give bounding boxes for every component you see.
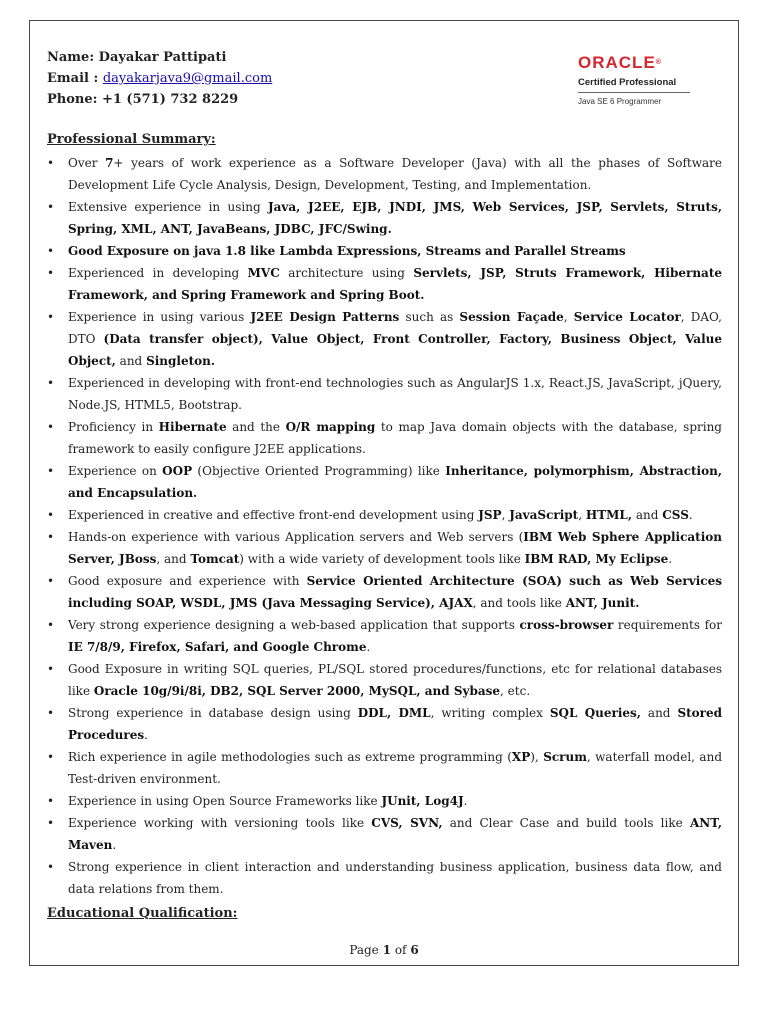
bullet-emphasis-text: ANT, Junit. [565, 596, 640, 610]
bullet-text: . [144, 728, 148, 742]
bullet-emphasis-text: IE 7/8/9, Firefox, Safari, and Google Chrome [68, 640, 367, 654]
email-row [47, 68, 272, 89]
summary-bullet-item [47, 152, 722, 196]
certification-program: Java SE 6 Programmer [578, 97, 662, 106]
bullet-emphasis-text: DDL, DML [357, 706, 431, 720]
bullet-text: Extensive experience in using [68, 200, 268, 214]
summary-bullet-item [47, 812, 722, 856]
bullet-text: , DAO, DTO [68, 310, 722, 346]
bullet-text: such as [399, 310, 460, 324]
page-word: Page [349, 943, 379, 957]
bullet-emphasis-text: XP [511, 750, 531, 764]
bullet-emphasis-text: Tomcat [190, 552, 240, 566]
bullet-emphasis-text: IBM Web Sphere Application Server, JBoss [68, 530, 722, 566]
bullet-text: and Clear Case and build tools like [442, 816, 690, 830]
bullet-emphasis-text: J2EE Design Patterns [250, 310, 400, 324]
bullet-text: , [578, 508, 586, 522]
bullet-text: Rich experience in agile methodologies such as extreme programming ( [68, 750, 512, 764]
bullet-emphasis-text: Good Exposure on java 1.8 like Lambda Expressions, Streams and Parallel Streams [68, 244, 626, 258]
bullet-emphasis-text: ANT, Maven [68, 816, 723, 852]
oracle-certification-logo [578, 54, 690, 107]
bullet-emphasis-text: O/R mapping [285, 420, 376, 434]
bullet-emphasis-text: Java, J2EE, EJB, JNDI, JMS, Web Services, JSP, Servlets, Struts, Spring, XML, ANT, JavaBeans, JDBC, JFC/Swing. [68, 200, 722, 236]
bullet-emphasis-text: Scrum [543, 750, 587, 764]
bullet-text: to map Java domain objects with the database, spring framework to easily configure J2EE applications. [68, 420, 722, 456]
bullet-text: Experienced in developing [68, 266, 248, 280]
summary-bullet-item [47, 526, 722, 570]
summary-bullet-item [47, 658, 722, 702]
bullet-emphasis-text: Session Façade [459, 310, 564, 324]
summary-bullet-item [47, 196, 722, 240]
bullet-text: . [463, 794, 468, 808]
bullet-text: (Objective Oriented Programming) like [192, 464, 446, 478]
bullet-text: architecture using [279, 266, 414, 280]
summary-bullet-item [47, 570, 722, 614]
bullet-text: Over [68, 156, 106, 170]
bullet-text: + years of work experience as a Software Developer (Java) with all the phases of Software Development Life Cycle Analysis, Design, Development, Testing, and Implementation. [68, 156, 722, 192]
summary-bullet-item [47, 702, 722, 746]
summary-bullet-item [47, 790, 722, 812]
phone-label: Phone: [47, 92, 98, 107]
bullet-emphasis-text: JUnit, Log4J [381, 794, 464, 808]
bullet-text: Experience on [68, 464, 163, 478]
trademark-mark: ® [655, 59, 662, 66]
bullet-text: Experienced in creative and effective front-end development using [68, 508, 479, 522]
summary-bullet-item [47, 614, 722, 658]
summary-bullet-item [47, 262, 722, 306]
bullet-text: and [115, 354, 147, 368]
certification-title: Certified Professional [578, 77, 677, 88]
bullet-emphasis-text: 7 [105, 156, 114, 170]
bullet-text: Experience working with versioning tools like [68, 816, 372, 830]
bullet-text: , writing complex [430, 706, 550, 720]
professional-summary-heading: Professional Summary: [47, 132, 216, 147]
logo-divider [578, 92, 690, 93]
oracle-brand [578, 54, 690, 72]
bullet-text: Very strong experience designing a web-based application that supports [68, 618, 520, 632]
summary-bullet-item [47, 504, 722, 526]
bullet-emphasis-text: Stored Procedures [68, 706, 722, 742]
bullet-text: requirements for [613, 618, 722, 632]
bullet-text: , and [156, 552, 191, 566]
bullet-emphasis-text: Servlets, JSP, Struts Framework, Hibernate Framework, and Spring Framework and Spring Boot. [68, 266, 723, 302]
bullet-emphasis-text: SQL Queries, [549, 706, 641, 720]
name-label: Name: [47, 50, 95, 65]
bullet-emphasis-text: IBM RAD, My Eclipse [524, 552, 669, 566]
bullet-emphasis-text: CSS [662, 508, 689, 522]
bullet-emphasis-text: Service Oriented Architecture (SOA) such as Web Services including SOAP, WSDL, JMS (Java Messaging Service), AJAX [68, 574, 722, 610]
bullet-emphasis-text: JavaScript [509, 508, 579, 522]
bullet-emphasis-text: CVS, SVN, [371, 816, 443, 830]
bullet-text: ), [530, 750, 544, 764]
summary-bullet-item [47, 372, 722, 416]
bullet-text: . [112, 838, 117, 852]
summary-bullet-item [47, 306, 722, 372]
bullet-text: , [501, 508, 510, 522]
bullet-text: Experience in using Open Source Frameworks like [68, 794, 382, 808]
total-page-count: 6 [410, 943, 419, 957]
bullet-text: , waterfall model, and Test-driven environment. [68, 750, 722, 786]
bullet-text: Good Exposure in writing SQL queries, PL/SQL stored procedures/functions, etc for relational databases like [68, 662, 722, 698]
bullet-text: Strong experience in client interaction and understanding business application, business data flow, and data relations from them. [68, 860, 722, 896]
bullet-emphasis-text: Singleton. [146, 354, 216, 368]
summary-bullet-item [47, 856, 722, 900]
oracle-brand-text: ORACLE [578, 53, 656, 72]
bullet-emphasis-text: MVC [247, 266, 280, 280]
bullet-emphasis-text: cross-browser [519, 618, 614, 632]
bullet-text: and [632, 508, 663, 522]
summary-bullet-item [47, 460, 722, 504]
bullet-text: Good exposure and experience with [68, 574, 307, 588]
bullet-text: . [688, 508, 693, 522]
summary-bullet-item [47, 746, 722, 790]
name-value: Dayakar Pattipati [98, 50, 227, 65]
bullet-text: Experience in using various [68, 310, 251, 324]
current-page-number: 1 [382, 943, 391, 957]
summary-bullet-item [47, 416, 722, 460]
bullet-emphasis-text: OOP [162, 464, 193, 478]
bullet-emphasis-text: JSP [478, 508, 502, 522]
email-label: Email : [47, 71, 99, 86]
page-footer [0, 943, 768, 957]
bullet-text: , etc. [500, 684, 531, 698]
bullet-text: Hands-on experience with various Application servers and Web servers ( [68, 530, 524, 544]
bullet-text: Strong experience in database design using [68, 706, 358, 720]
bullet-emphasis-text: Inheritance, polymorphism, Abstraction, and Encapsulation. [68, 464, 723, 500]
bullet-text: , and tools like [472, 596, 566, 610]
name-row [47, 47, 272, 68]
bullet-text: Experienced in developing with front-end technologies such as AngularJS 1.x, React.JS, JavaScript, jQuery, Node.JS, HTML5, Bootstrap. [68, 376, 722, 412]
summary-bullet-list [47, 152, 722, 900]
contact-header [47, 47, 272, 110]
bullet-emphasis-text: Hibernate [158, 420, 227, 434]
bullet-text: . [366, 640, 371, 654]
email-link[interactable]: dayakarjava9@gmail.com [102, 71, 273, 86]
educational-qualification-heading: Educational Qualification: [47, 906, 238, 921]
bullet-emphasis-text: (Data transfer object), Value Object, Front Controller, Factory, Business Object, Value Object, [68, 332, 723, 368]
bullet-emphasis-text: Oracle 10g/9i/8i, DB2, SQL Server 2000, MySQL, and Sybase [93, 684, 501, 698]
bullet-emphasis-text: Service Locator [573, 310, 681, 324]
bullet-emphasis-text: HTML, [585, 508, 633, 522]
bullet-text: . [668, 552, 673, 566]
of-word: of [394, 943, 407, 957]
bullet-text: Proficiency in [68, 420, 159, 434]
bullet-text: ) with a wide variety of development tools like [239, 552, 525, 566]
phone-row [47, 89, 272, 110]
summary-bullet-item [47, 240, 722, 262]
phone-value: +1 (571) 732 8229 [101, 92, 239, 107]
bullet-text: and [640, 706, 678, 720]
bullet-text: , [563, 310, 574, 324]
bullet-text: and the [226, 420, 286, 434]
